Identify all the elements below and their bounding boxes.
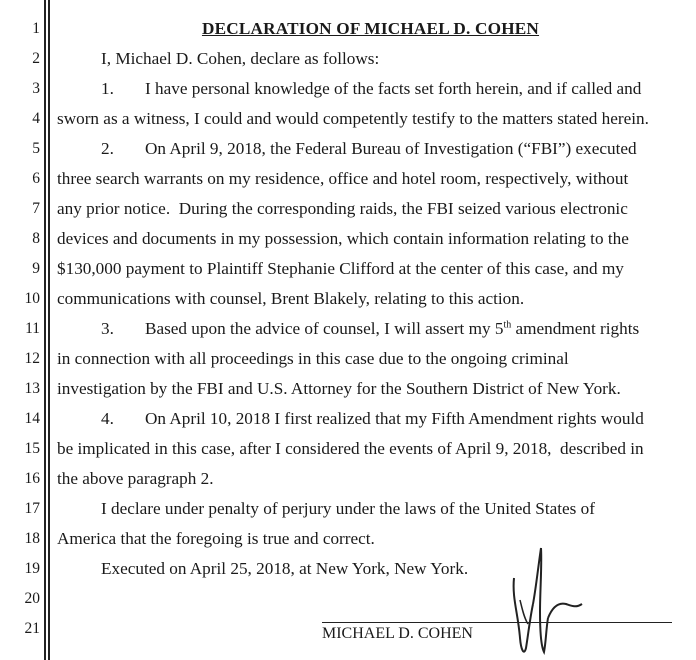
- line-text: any prior notice. During the corresponding raids, the FBI seized various electronic: [57, 199, 628, 218]
- document-title: DECLARATION OF MICHAEL D. COHEN: [201, 19, 540, 38]
- line-text: the above paragraph 2.: [57, 469, 214, 488]
- line-number: 8: [32, 230, 40, 247]
- line-text: I declare under penalty of perjury under the laws of the United States of: [101, 499, 595, 518]
- line-number: 20: [24, 590, 40, 607]
- pleading-line: [0, 254, 696, 284]
- line-number: 7: [32, 200, 40, 217]
- line-number: 2: [32, 50, 40, 67]
- paragraph-number: 2.: [101, 139, 114, 158]
- line-number: 6: [32, 170, 40, 187]
- line-text: [57, 134, 684, 164]
- paragraph-number: 1.: [101, 79, 114, 98]
- signatory-name: MICHAEL D. COHEN: [322, 625, 473, 642]
- pleading-line: [0, 404, 696, 434]
- pleading-line: [0, 14, 696, 44]
- line-number: 12: [24, 350, 40, 367]
- line-number: 5: [32, 140, 40, 157]
- line-number: 4: [32, 110, 40, 127]
- handwritten-signature: [500, 538, 590, 660]
- pleading-line: [0, 344, 696, 374]
- pleading-line: [0, 314, 696, 344]
- line-text: communications with counsel, Brent Blakely, relating to this action.: [57, 289, 525, 308]
- paragraph-text-continued: amendment rights: [511, 319, 640, 338]
- line-number: 13: [24, 380, 40, 397]
- pleading-line: [0, 494, 696, 524]
- line-text: three search warrants on my residence, office and hotel room, respectively, without: [57, 169, 629, 188]
- line-number: 18: [24, 530, 40, 547]
- paragraph-text: On April 10, 2018 I first realized that my Fifth Amendment rights would: [145, 409, 644, 428]
- line-number: 14: [24, 410, 40, 427]
- line-text: sworn as a witness, I could and would competently testify to the matters stated herein.: [57, 109, 649, 128]
- pleading-line: [0, 584, 696, 614]
- line-text: America that the foregoing is true and correct.: [57, 529, 375, 548]
- line-number: 21: [24, 620, 40, 637]
- line-number: 17: [24, 500, 40, 517]
- line-text: be implicated in this case, after I considered the events of April 9, 2018, described in: [57, 439, 644, 458]
- line-text: devices and documents in my possession, which contain information relating to the: [57, 229, 629, 248]
- line-number: 9: [32, 260, 40, 277]
- line-number: 1: [32, 20, 40, 37]
- pleading-line: [0, 374, 696, 404]
- paragraph-text: Based upon the advice of counsel, I will assert my 5: [145, 319, 504, 338]
- line-number: 3: [32, 80, 40, 97]
- pleading-line: [0, 44, 696, 74]
- line-number: 19: [24, 560, 40, 577]
- line-text: investigation by the FBI and U.S. Attorney for the Southern District of New York.: [57, 379, 621, 398]
- pleading-line: [0, 224, 696, 254]
- line-number: 11: [25, 320, 40, 337]
- line-text: [57, 74, 684, 104]
- paragraph-text: On April 9, 2018, the Federal Bureau of Investigation (“FBI”) executed: [145, 139, 637, 158]
- pleading-line: [0, 524, 696, 554]
- pleading-line: [0, 134, 696, 164]
- pleading-line: [0, 554, 696, 584]
- pleading-line: [0, 74, 696, 104]
- line-number: 15: [24, 440, 40, 457]
- pleading-line: [0, 104, 696, 134]
- pleading-line: [0, 434, 696, 464]
- line-number: 16: [24, 470, 40, 487]
- ordinal-suffix: th: [503, 319, 512, 331]
- pleading-line: [0, 164, 696, 194]
- line-text: [57, 404, 684, 434]
- paragraph-number: 4.: [101, 409, 114, 428]
- line-text: $130,000 payment to Plaintiff Stephanie Clifford at the center of this case, and my: [57, 259, 624, 278]
- paragraph-text: I have personal knowledge of the facts set forth herein, and if called and: [145, 79, 642, 98]
- line-text: in connection with all proceedings in this case due to the ongoing criminal: [57, 349, 569, 368]
- pleading-line: [0, 464, 696, 494]
- paragraph-number: 3.: [101, 319, 114, 338]
- pleading-line: [0, 194, 696, 224]
- line-text: I, Michael D. Cohen, declare as follows:: [101, 49, 380, 68]
- pleading-line: [0, 284, 696, 314]
- line-number: 10: [24, 290, 40, 307]
- line-text: Executed on April 25, 2018, at New York, New York.: [101, 559, 469, 578]
- line-text: [57, 314, 684, 344]
